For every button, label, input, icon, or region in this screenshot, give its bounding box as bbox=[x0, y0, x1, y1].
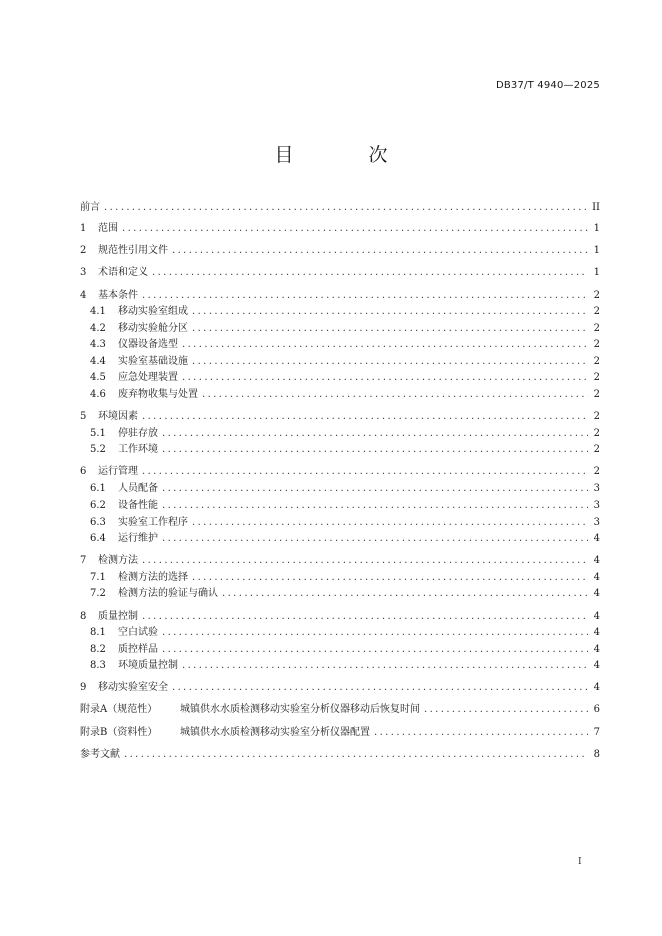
toc-dot-leader bbox=[172, 681, 588, 695]
toc-entry-label: 环境因素 bbox=[98, 411, 138, 422]
toc-dot-leader bbox=[192, 322, 588, 336]
toc-dot-leader bbox=[192, 516, 588, 530]
toc-dot-leader bbox=[172, 244, 588, 258]
toc-entry-number: 8.1 bbox=[90, 627, 106, 638]
toc-entry-page: 2 bbox=[593, 444, 600, 455]
toc-entry-label: 实验室基础设施 bbox=[118, 356, 188, 367]
toc-entry-label: 移动实验室组成 bbox=[118, 306, 188, 317]
toc-entry[interactable] bbox=[80, 266, 600, 280]
toc-entry-label: 实验室工作程序 bbox=[118, 517, 188, 528]
toc-entry-page: 2 bbox=[593, 356, 600, 367]
toc-entry-page: 1 bbox=[593, 267, 600, 278]
toc-entry-page: 4 bbox=[593, 682, 600, 693]
toc-entry[interactable] bbox=[90, 355, 600, 369]
toc-entry[interactable] bbox=[90, 571, 600, 585]
toc-entry-label: 移动实验室安全 bbox=[98, 682, 168, 693]
toc-entry-number: 4.1 bbox=[90, 306, 106, 317]
toc-entry-page: 3 bbox=[593, 517, 600, 528]
toc-entry[interactable] bbox=[90, 587, 600, 601]
toc-entry-page: 2 bbox=[593, 339, 600, 350]
toc-entry-label: 废弃物收集与处置 bbox=[118, 389, 198, 400]
toc-entry-number: 7.1 bbox=[90, 572, 106, 583]
toc-entry-label: 前言 bbox=[80, 202, 100, 213]
toc-entry-label: 空白试验 bbox=[118, 627, 158, 638]
toc-entry-page: 4 bbox=[593, 644, 600, 655]
toc-dot-leader bbox=[192, 355, 588, 369]
toc-entry[interactable] bbox=[90, 499, 600, 513]
toc-dot-leader bbox=[162, 626, 588, 640]
toc-dot-leader bbox=[202, 388, 588, 402]
toc-entry[interactable] bbox=[80, 681, 600, 695]
toc-entry[interactable] bbox=[90, 532, 600, 546]
toc-dot-leader bbox=[142, 610, 588, 624]
toc-entry[interactable] bbox=[80, 410, 600, 424]
toc-entry-number: 4.4 bbox=[90, 356, 106, 367]
toc-entry[interactable] bbox=[80, 726, 600, 740]
toc-entry-label: 质量控制 bbox=[98, 611, 138, 622]
toc-entry-number: 7.2 bbox=[90, 588, 106, 599]
toc-entry-number: 8.3 bbox=[90, 660, 106, 671]
toc-entry-page: 7 bbox=[593, 727, 600, 738]
toc-entry-number: 7 bbox=[80, 555, 87, 566]
toc-entry-label: 质控样品 bbox=[118, 644, 158, 655]
toc-entry[interactable] bbox=[90, 659, 600, 673]
toc-entry-page: 4 bbox=[593, 627, 600, 638]
toc-entry-page: 2 bbox=[593, 428, 600, 439]
toc-entry-number: 6.1 bbox=[90, 483, 106, 494]
toc-dot-leader bbox=[162, 427, 588, 441]
toc-entry-number: 3 bbox=[80, 267, 87, 278]
toc-dot-leader bbox=[374, 726, 588, 740]
toc-entry-page: 2 bbox=[593, 290, 600, 301]
toc-entry-page: 1 bbox=[593, 245, 600, 256]
page-number: I bbox=[578, 857, 582, 867]
toc-dot-leader bbox=[162, 499, 588, 513]
toc-entry-number: 6.2 bbox=[90, 500, 106, 511]
toc-entry-label: 设备性能 bbox=[118, 500, 158, 511]
toc-entry-page: 2 bbox=[593, 306, 600, 317]
toc-entry-page: 2 bbox=[593, 372, 600, 383]
toc-entry[interactable] bbox=[90, 427, 600, 441]
toc-entry-page: 2 bbox=[593, 389, 600, 400]
toc-entry-label: 环境质量控制 bbox=[118, 660, 178, 671]
toc-dot-leader bbox=[142, 554, 588, 568]
toc-entry-label: 检测方法的选择 bbox=[118, 572, 188, 583]
standard-code: DB37/T 4940—2025 bbox=[495, 80, 600, 91]
toc-entry-page: 3 bbox=[593, 483, 600, 494]
toc-entry-number: 4.3 bbox=[90, 339, 106, 350]
toc-entry[interactable] bbox=[90, 443, 600, 457]
toc-entry-number: 5 bbox=[80, 411, 87, 422]
toc-dot-leader bbox=[192, 571, 588, 585]
toc-dot-leader bbox=[424, 703, 588, 717]
toc-entry[interactable] bbox=[80, 703, 600, 717]
toc-entry[interactable] bbox=[80, 610, 600, 624]
toc-entry-label: 运行管理 bbox=[98, 466, 138, 477]
toc-dot-leader bbox=[142, 465, 588, 479]
toc-entry-number: 4.6 bbox=[90, 389, 106, 400]
toc-dot-leader bbox=[162, 532, 588, 546]
toc-entry-label: 人员配备 bbox=[118, 483, 158, 494]
toc-dot-leader bbox=[104, 201, 588, 215]
toc-entry[interactable] bbox=[80, 222, 600, 236]
toc-entry-page: 4 bbox=[593, 588, 600, 599]
toc-entry-number: 2 bbox=[80, 245, 87, 256]
toc-entry[interactable] bbox=[80, 289, 600, 303]
toc-entry-number: 6 bbox=[80, 466, 87, 477]
toc-entry-label: 术语和定义 bbox=[98, 267, 148, 278]
toc-entry-page: 4 bbox=[593, 611, 600, 622]
toc-entry-number: 4.5 bbox=[90, 372, 106, 383]
toc-entry-number: 6.3 bbox=[90, 517, 106, 528]
toc-entry-number: 4.2 bbox=[90, 323, 106, 334]
toc-entry-page: 6 bbox=[593, 704, 600, 715]
toc-entry-page: 4 bbox=[593, 660, 600, 671]
toc-entry-page: 2 bbox=[593, 466, 600, 477]
toc-dot-leader bbox=[182, 371, 588, 385]
toc-entry[interactable] bbox=[90, 338, 600, 352]
toc-entry-label: 规范性引用文件 bbox=[98, 245, 168, 256]
toc-entry-number: 9 bbox=[80, 682, 87, 693]
toc-entry-number: 6.4 bbox=[90, 533, 106, 544]
toc-dot-leader bbox=[192, 305, 588, 319]
toc-dot-leader bbox=[162, 443, 588, 457]
toc-entry[interactable] bbox=[90, 643, 600, 657]
toc-entry-page: 2 bbox=[593, 411, 600, 422]
toc-entry-number: 1 bbox=[80, 223, 87, 234]
toc-entry-number: 8 bbox=[80, 611, 87, 622]
toc-entry[interactable] bbox=[80, 244, 600, 258]
toc-dot-leader bbox=[162, 643, 588, 657]
toc-entry-page: 8 bbox=[593, 749, 600, 760]
toc-dot-leader bbox=[152, 266, 588, 280]
toc-entry-number: 4 bbox=[80, 290, 87, 301]
toc-entry[interactable] bbox=[90, 371, 600, 385]
toc-entry-label: 应急处理装置 bbox=[118, 372, 178, 383]
toc-entry-label: 参考文献 bbox=[80, 749, 120, 760]
toc-dot-leader bbox=[122, 222, 588, 236]
toc-entry-number: 5.2 bbox=[90, 444, 106, 455]
toc-dot-leader bbox=[142, 289, 588, 303]
toc-dot-leader bbox=[222, 587, 588, 601]
toc-appendix-type: 附录B（资料性） bbox=[80, 727, 158, 738]
toc-entry-label: 城镇供水水质检测移动实验室分析仪器配置 bbox=[180, 727, 370, 738]
toc-entry-label: 运行维护 bbox=[118, 533, 158, 544]
toc-entry[interactable] bbox=[90, 626, 600, 640]
toc-entry-number: 8.2 bbox=[90, 644, 106, 655]
toc-entry[interactable] bbox=[90, 388, 600, 402]
toc-dot-leader bbox=[182, 659, 588, 673]
toc-entry[interactable] bbox=[80, 201, 600, 215]
toc-dot-leader bbox=[182, 338, 588, 352]
toc-entry-number: 5.1 bbox=[90, 428, 106, 439]
toc-entry[interactable] bbox=[90, 322, 600, 336]
toc-entry[interactable] bbox=[80, 748, 600, 762]
toc-dot-leader bbox=[142, 410, 588, 424]
toc-appendix-type: 附录A（规范性） bbox=[80, 704, 158, 715]
toc-entry[interactable] bbox=[80, 554, 600, 568]
toc-entry[interactable] bbox=[90, 482, 600, 496]
toc-entry-page: 4 bbox=[593, 555, 600, 566]
toc-entry-page: II bbox=[592, 202, 600, 213]
toc-entry[interactable] bbox=[90, 516, 600, 530]
toc-entry-page: 4 bbox=[593, 533, 600, 544]
toc-dot-leader bbox=[162, 482, 588, 496]
toc-entry-label: 工作环境 bbox=[118, 444, 158, 455]
toc-entry[interactable] bbox=[90, 305, 600, 319]
toc-entry[interactable] bbox=[80, 465, 600, 479]
toc-entry-label: 停驻存放 bbox=[118, 428, 158, 439]
toc-entry-label: 仪器设备选型 bbox=[118, 339, 178, 350]
toc-entry-label: 检测方法 bbox=[98, 555, 138, 566]
toc-dot-leader bbox=[124, 748, 588, 762]
toc-entry-page: 4 bbox=[593, 572, 600, 583]
toc-entry-page: 1 bbox=[593, 223, 600, 234]
toc-entry-label: 移动实验舱分区 bbox=[118, 323, 188, 334]
page-title: 目 次 bbox=[274, 144, 416, 166]
toc-entry-label: 范围 bbox=[98, 223, 118, 234]
toc-entry-page: 2 bbox=[593, 323, 600, 334]
toc-entry-label: 城镇供水水质检测移动实验室分析仪器移动后恢复时间 bbox=[180, 704, 420, 715]
toc-entry-label: 基本条件 bbox=[98, 290, 138, 301]
toc-entry-page: 3 bbox=[593, 500, 600, 511]
toc-entry-label: 检测方法的验证与确认 bbox=[118, 588, 218, 599]
